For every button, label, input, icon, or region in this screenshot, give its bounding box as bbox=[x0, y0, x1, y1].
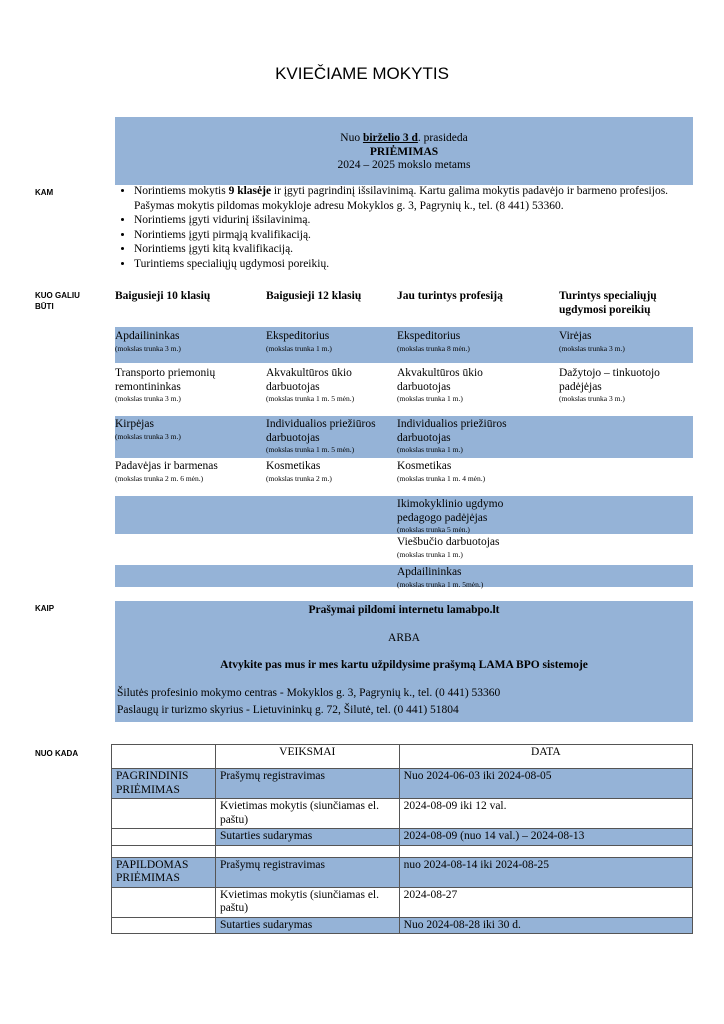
table-row bbox=[112, 769, 693, 799]
list-item: • Norintiems įgyti kitą kvalifikaciją. bbox=[134, 242, 704, 257]
profession-name: Akvakultūros ūkio darbuotojas bbox=[397, 367, 483, 393]
column-header-special bbox=[559, 289, 657, 317]
profession-name: Apdailininkas bbox=[397, 566, 462, 578]
table-cell: Prašymų registravimas bbox=[215, 769, 399, 799]
profession-name: Apdailininkas bbox=[115, 330, 180, 342]
table-row bbox=[112, 829, 693, 846]
profession-cell bbox=[397, 418, 527, 455]
table-row bbox=[112, 857, 693, 887]
kam-item1-bold: 9 klasėje bbox=[228, 185, 272, 197]
profession-name: Kosmetikas bbox=[397, 460, 452, 472]
group-label-additional: PAPILDOMAS PRIĖMIMAS bbox=[112, 857, 216, 887]
profession-cell bbox=[266, 418, 396, 455]
section-label-kuo-line2: BŪTI bbox=[35, 302, 54, 311]
profession-name: Kosmetikas bbox=[266, 460, 321, 472]
banner-line-1 bbox=[115, 132, 693, 146]
profession-duration: (mokslas trunka 1 m.) bbox=[266, 343, 332, 353]
table-cell: 2024-08-27 bbox=[399, 887, 692, 917]
section-label-kaip: KAIP bbox=[35, 604, 55, 613]
profession-name: Ekspeditorius bbox=[266, 330, 330, 342]
section-label-nuo-kada: NUO KADA bbox=[35, 749, 79, 758]
profession-duration: (mokslas trunka 8 mėn.) bbox=[397, 343, 470, 353]
profession-name: Individualios priežiūros darbuotojas bbox=[266, 418, 376, 444]
table-cell: Sutarties sudarymas bbox=[215, 829, 399, 846]
profession-cell bbox=[266, 330, 391, 354]
profession-cell bbox=[397, 536, 547, 560]
kam-item1-text-a: Norintiems mokytis bbox=[134, 185, 229, 197]
table-cell bbox=[112, 887, 216, 917]
profession-cell bbox=[559, 330, 689, 354]
profession-cell bbox=[115, 367, 255, 404]
profession-name: Padavėjas ir barmenas bbox=[115, 460, 218, 472]
list-item: • Turintiems specialiųjų ugdymosi poreikių. bbox=[134, 257, 704, 272]
profession-cell bbox=[266, 460, 391, 484]
profession-duration: (mokslas trunka 2 m. 6 mėn.) bbox=[115, 473, 204, 483]
banner-post: . prasideda bbox=[417, 132, 468, 144]
banner-line-3: 2024 – 2025 mokslo metams bbox=[337, 159, 471, 171]
profession-name: Transporto priemonių remontininkas bbox=[115, 367, 216, 393]
table-cell bbox=[112, 745, 216, 769]
profession-cell bbox=[266, 367, 384, 404]
profession-duration: (mokslas trunka 1 m.) bbox=[397, 445, 463, 454]
column-header-special-line2: ugdymosi poreikių bbox=[559, 304, 651, 316]
banner-date: birželio 3 d bbox=[362, 132, 418, 144]
section-label-kuo-line1: KUO GALIU bbox=[35, 291, 80, 300]
column-header-profession: Jau turintys profesiją bbox=[397, 290, 503, 302]
table-cell bbox=[112, 799, 216, 829]
column-header-10: Baigusieji 10 klasių bbox=[115, 290, 211, 302]
kaip-address-2: Paslaugų ir turizmo skyrius - Lietuvininkų g. 72, Šilutė, tel. (0 441) 51804 bbox=[117, 704, 459, 716]
table-cell: Nuo 2024-06-03 iki 2024-08-05 bbox=[399, 769, 692, 799]
section-label-kam: KAM bbox=[35, 188, 54, 197]
profession-cell bbox=[397, 330, 547, 354]
profession-cell bbox=[559, 367, 689, 404]
table-cell: Kvietimas mokytis (siunčiamas el. paštu) bbox=[215, 887, 399, 917]
profession-duration: (mokslas trunka 3 m.) bbox=[559, 394, 625, 403]
banner-line-2: PRIĖMIMAS bbox=[369, 145, 439, 158]
table-cell: Nuo 2024-08-28 iki 30 d. bbox=[399, 917, 692, 934]
profession-cell bbox=[397, 498, 537, 535]
table-row bbox=[112, 845, 693, 857]
profession-name: Viešbučio darbuotojas bbox=[397, 536, 500, 548]
profession-duration: (mokslas trunka 3 m.) bbox=[559, 343, 625, 353]
profession-duration: (mokslas trunka 2 m.) bbox=[266, 473, 332, 483]
profession-cell bbox=[397, 566, 547, 590]
profession-duration: (mokslas trunka 3 m.) bbox=[115, 343, 181, 353]
schedule-table bbox=[111, 744, 693, 934]
kaip-visit: Atvykite pas mus ir mes kartu užpildysime prašymą LAMA BPO sistemoje bbox=[220, 659, 588, 671]
table-cell: Kvietimas mokytis (siunčiamas el. paštu) bbox=[215, 799, 399, 829]
profession-duration: (mokslas trunka 1 m. 5 mėn.) bbox=[266, 394, 355, 403]
profession-duration: (mokslas trunka 1 m. 5mėn.) bbox=[397, 579, 484, 589]
table-cell: nuo 2024-08-14 iki 2024-08-25 bbox=[399, 857, 692, 887]
profession-duration: (mokslas trunka 3 m.) bbox=[115, 431, 181, 441]
profession-duration: (mokslas trunka 1 m. 4 mėn.) bbox=[397, 473, 486, 483]
table-row bbox=[112, 799, 693, 829]
group-label-main: PAGRINDINIS PRIĖMIMAS bbox=[112, 769, 216, 799]
profession-name: Virėjas bbox=[559, 330, 592, 342]
profession-cell bbox=[115, 418, 255, 442]
kam-item1-text-c: ir įgyti pagrindinį išsilavinimą. Kartu galima mokytis padavėjo ir barmeno profesijos. Pašymas mokytis pildomas mokykloje adresu Mokyklos g. 3, Pagrynių k., tel. (8 441) 53360. bbox=[134, 185, 669, 212]
header-data: DATA bbox=[399, 745, 692, 769]
profession-duration: (mokslas trunka 1 m.) bbox=[397, 549, 463, 559]
column-header-special-line1: Turintys specialiųjų bbox=[559, 290, 657, 302]
profession-name: Ikimokyklinio ugdymo pedagogo padėjėjas bbox=[397, 498, 504, 524]
column-header-12: Baigusieji 12 klasių bbox=[266, 290, 362, 302]
profession-name: Ekspeditorius bbox=[397, 330, 461, 342]
kaip-address-1: Šilutės profesinio mokymo centras - Mokyklos g. 3, Pagrynių k., tel. (0 441) 53360 bbox=[117, 687, 501, 699]
table-row bbox=[112, 887, 693, 917]
profession-name: Kirpėjas bbox=[115, 418, 154, 430]
table-cell bbox=[112, 829, 216, 846]
admission-banner bbox=[115, 117, 693, 185]
profession-name: Dažytojo – tinkuotojo padėjėjas bbox=[559, 367, 660, 393]
table-row bbox=[112, 745, 693, 769]
header-veiksmai: VEIKSMAI bbox=[215, 745, 399, 769]
table-cell bbox=[112, 917, 216, 934]
profession-name: Akvakultūros ūkio darbuotojas bbox=[266, 367, 352, 393]
page-title: KVIEČIAME MOKYTIS bbox=[275, 64, 449, 83]
table-row bbox=[112, 917, 693, 934]
profession-cell bbox=[397, 367, 515, 404]
profession-name: Individualios priežiūros darbuotojas bbox=[397, 418, 507, 444]
profession-cell bbox=[115, 460, 265, 484]
list-item: • Norintiems įgyti vidurinį išsilavinimą. bbox=[134, 213, 704, 228]
profession-duration: (mokslas trunka 1 m.) bbox=[397, 394, 463, 403]
list-item bbox=[134, 184, 704, 213]
kaip-panel bbox=[115, 601, 693, 722]
profession-cell bbox=[397, 460, 547, 484]
table-cell: Sutarties sudarymas bbox=[215, 917, 399, 934]
table-cell: 2024-08-09 (nuo 14 val.) – 2024-08-13 bbox=[399, 829, 692, 846]
list-item: • Norintiems įgyti pirmąją kvalifikaciją. bbox=[134, 228, 704, 243]
banner-pre: Nuo bbox=[340, 132, 363, 144]
table-cell bbox=[215, 845, 399, 857]
profession-duration: (mokslas trunka 5 mėn.) bbox=[397, 525, 470, 534]
profession-duration: (mokslas trunka 3 m.) bbox=[115, 394, 181, 403]
table-cell bbox=[399, 845, 692, 857]
table-cell bbox=[112, 845, 216, 857]
table-cell: 2024-08-09 iki 12 val. bbox=[399, 799, 692, 829]
table-cell: Prašymų registravimas bbox=[215, 857, 399, 887]
profession-cell bbox=[115, 330, 255, 354]
kaip-or: ARBA bbox=[388, 632, 420, 644]
profession-duration: (mokslas trunka 1 m. 5 mėn.) bbox=[266, 445, 355, 454]
kam-list bbox=[118, 184, 704, 271]
kaip-online: Prašymai pildomi internetu lamabpo.lt bbox=[308, 604, 500, 616]
section-label-kuo bbox=[35, 290, 80, 312]
